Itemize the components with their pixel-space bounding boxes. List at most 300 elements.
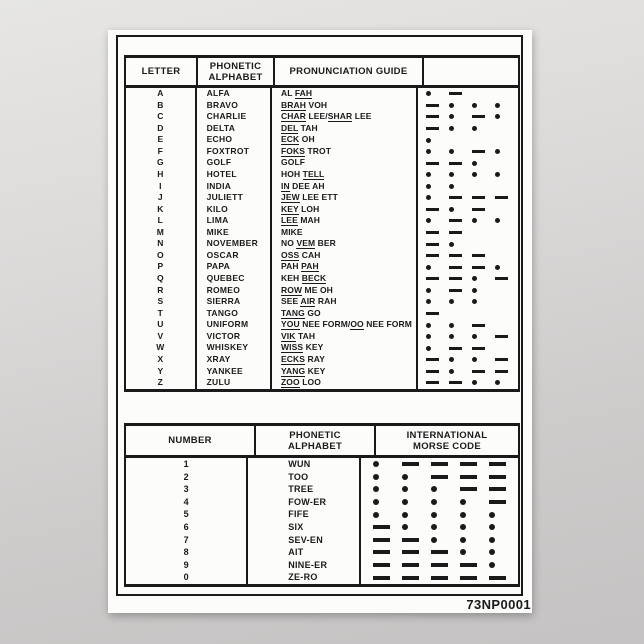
morse-symbol-slot xyxy=(472,319,495,331)
morse-dash xyxy=(472,254,485,257)
morse-dot xyxy=(426,195,431,200)
morse-dash xyxy=(426,277,439,280)
syllable: LEE xyxy=(352,111,372,122)
morse-dot xyxy=(402,512,408,518)
morse-symbol-slot xyxy=(472,215,495,227)
phonetic-word-cell: JULIETT xyxy=(206,192,244,203)
pronunciation-cell xyxy=(272,204,416,216)
morse-dot xyxy=(472,334,477,339)
morse-symbol-slot xyxy=(472,111,495,123)
morse-code-cell xyxy=(418,354,518,366)
morse-symbol-slot xyxy=(426,273,449,285)
morse-symbol-slot xyxy=(489,571,518,584)
syllable: GO xyxy=(304,307,321,318)
morse-dash xyxy=(431,576,448,580)
phonetic-word-cell: CHARLIE xyxy=(206,111,247,122)
morse-symbol-slot xyxy=(373,458,402,471)
phonetic-word-cell: INDIA xyxy=(206,180,232,191)
morse-symbol-slot xyxy=(460,471,489,484)
numbers-phonetic-word-cell: TOO xyxy=(288,471,309,482)
letter-cell: P xyxy=(157,261,164,272)
morse-dash xyxy=(472,150,485,153)
letter-cell: F xyxy=(157,145,163,156)
morse-code-cell xyxy=(418,215,518,227)
morse-dot xyxy=(426,138,431,143)
morse-dot xyxy=(402,499,408,505)
pronunciation-cell xyxy=(272,273,416,285)
stressed-syllable: KEY xyxy=(281,203,299,214)
morse-symbol-slot xyxy=(402,534,431,547)
morse-code-cell xyxy=(418,111,518,123)
letters-table-header xyxy=(126,58,518,88)
phonetic-word-cell: LIMA xyxy=(206,215,229,226)
phonetic-word-cell: DELTA xyxy=(206,122,236,133)
pronunciation-header-label: PRONUNCIATION GUIDE xyxy=(289,66,408,77)
stressed-syllable: AIR xyxy=(300,296,316,307)
morse-dot xyxy=(426,299,431,304)
numbers-phonetic-word-cell: FOW-ER xyxy=(288,496,327,507)
morse-symbol-slot xyxy=(426,250,449,262)
syllable: BER xyxy=(315,238,336,249)
letter-cell: R xyxy=(157,284,164,295)
morse-code-cell xyxy=(418,273,518,285)
syllable: NO xyxy=(281,238,297,249)
morse-dash xyxy=(373,576,390,580)
morse-dash xyxy=(449,231,462,234)
morse-dash xyxy=(426,358,439,361)
morse-dash xyxy=(449,266,462,269)
morse-dot xyxy=(373,474,379,480)
morse-dot xyxy=(402,524,408,530)
stressed-syllable: ROW xyxy=(281,284,303,295)
morse-dot xyxy=(449,149,454,154)
morse-dash xyxy=(449,254,462,257)
morse-symbol-slot xyxy=(431,483,460,496)
morse-dash xyxy=(460,487,477,491)
morse-dash xyxy=(373,550,390,554)
pronunciation-cell xyxy=(272,169,416,181)
letter-cell: B xyxy=(157,99,164,110)
morse-symbol-slot xyxy=(426,238,449,250)
morse-dash xyxy=(449,162,462,165)
numbers-phonetic-word-cell: SEV-EN xyxy=(288,534,323,545)
pronunciation-cell xyxy=(272,377,416,389)
stressed-syllable: CHAR xyxy=(281,111,306,122)
morse-symbol-slot xyxy=(449,285,472,297)
morse-symbol-slot xyxy=(449,181,472,193)
morse-symbol-slot xyxy=(495,215,518,227)
letter-cell: K xyxy=(157,203,164,214)
morse-dash xyxy=(489,500,506,504)
letter-cell: W xyxy=(156,342,165,353)
morse-dash xyxy=(489,576,506,580)
morse-dash xyxy=(489,462,506,466)
morse-symbol-slot xyxy=(449,296,472,308)
letter-cell: G xyxy=(156,157,164,168)
numbers-morse-code-cell xyxy=(361,496,518,509)
morse-code-cell xyxy=(418,123,518,135)
syllable: TAH xyxy=(295,330,316,341)
letter-cell: Q xyxy=(156,273,164,283)
letters-table xyxy=(124,55,520,392)
number-cell: 5 xyxy=(183,509,189,520)
morse-symbol-slot xyxy=(402,458,431,471)
morse-code-cell xyxy=(418,319,518,331)
morse-symbol-slot xyxy=(426,215,449,227)
morse-symbol-slot xyxy=(373,559,402,572)
morse-dot xyxy=(402,486,408,492)
pronunciation-cell xyxy=(272,215,416,227)
morse-dash xyxy=(460,563,477,567)
stressed-syllable: ECK xyxy=(281,134,300,145)
numbers-morse-code-cell xyxy=(361,483,518,496)
letter-cell: V xyxy=(157,330,164,341)
morse-dot xyxy=(449,299,454,304)
pronunciation-cell xyxy=(272,123,416,135)
stressed-syllable: DEL xyxy=(281,122,299,133)
numbers-morse-code-cell xyxy=(361,571,518,584)
morse-dot xyxy=(373,461,379,467)
morse-symbol-slot xyxy=(472,100,495,112)
stressed-syllable: OSS xyxy=(281,249,300,260)
morse-symbol-slot xyxy=(495,261,518,273)
pronunciation-cell xyxy=(272,250,416,262)
morse-symbol-slot xyxy=(472,354,495,366)
morse-symbol-slot xyxy=(495,192,518,204)
syllable: VOH xyxy=(305,99,328,110)
morse-symbol-slot xyxy=(449,238,472,250)
morse-symbol-slot xyxy=(489,521,518,534)
morse-symbol-slot xyxy=(489,534,518,547)
morse-dash xyxy=(449,381,462,384)
morse-symbol-slot xyxy=(472,123,495,135)
morse-symbol-slot xyxy=(449,100,472,112)
morse-dash xyxy=(426,381,439,384)
letter-cell: O xyxy=(156,249,164,260)
morse-symbol-slot xyxy=(460,546,489,559)
morse-dot xyxy=(460,499,466,505)
morse-dash xyxy=(472,196,485,199)
morse-symbol-slot xyxy=(431,496,460,509)
syllable: KEY xyxy=(303,342,324,353)
letter-cell: H xyxy=(157,168,164,179)
syllable: ME OH xyxy=(302,284,333,295)
letter-cell: L xyxy=(157,215,163,226)
stressed-syllable: YOU xyxy=(281,319,300,330)
letter-cell: X xyxy=(157,353,164,364)
morse-dash xyxy=(460,576,477,580)
letter-cell: N xyxy=(157,238,164,249)
morse-symbol-slot xyxy=(431,571,460,584)
morse-dot xyxy=(489,512,495,518)
morse-dot xyxy=(431,524,437,530)
morse-dot xyxy=(472,299,477,304)
morse-symbol-slot xyxy=(431,534,460,547)
morse-symbol-slot xyxy=(472,377,495,389)
stressed-syllable: YANG xyxy=(281,365,306,376)
numbers-table xyxy=(124,423,520,587)
number-cell: 6 xyxy=(183,521,189,532)
syllable: TROT xyxy=(305,145,332,156)
letter-column xyxy=(126,88,197,389)
morse-code-cell xyxy=(418,296,518,308)
morse-symbol-slot xyxy=(426,157,449,169)
morse-symbol-slot xyxy=(431,521,460,534)
number-cell: 8 xyxy=(183,547,189,558)
morse-dot xyxy=(449,242,454,247)
syllable: RAH xyxy=(315,296,337,307)
morse-symbol-slot xyxy=(460,496,489,509)
morse-symbol-slot xyxy=(489,483,518,496)
letter-cell: J xyxy=(157,192,163,203)
morse-dot xyxy=(449,126,454,131)
pronunciation-cell xyxy=(272,261,416,273)
phonetic-word-cell: TANGO xyxy=(206,307,239,318)
morse-symbol-slot xyxy=(431,559,460,572)
syllable: HOH xyxy=(281,168,303,179)
morse-dash xyxy=(426,254,439,257)
morse-symbol-slot xyxy=(472,273,495,285)
morse-symbol-slot xyxy=(495,100,518,112)
morse-symbol-slot xyxy=(426,261,449,273)
phonetic-word-cell: FOXTROT xyxy=(206,145,250,156)
phonetic-word-cell: YANKEE xyxy=(206,365,244,376)
morse-symbol-slot xyxy=(426,377,449,389)
morse-symbol-slot xyxy=(426,169,449,181)
morse-symbol-slot xyxy=(426,366,449,378)
morse-symbol-slot xyxy=(495,366,518,378)
pronunciation-cell xyxy=(272,227,416,239)
morse-dot xyxy=(426,323,431,328)
morse-code-cell xyxy=(418,331,518,343)
phonetic-alphabet-column-header xyxy=(198,58,275,85)
morse-dash xyxy=(460,462,477,466)
morse-dash xyxy=(495,196,508,199)
morse-symbol-slot xyxy=(449,88,472,100)
numbers-phonetic-word-cell: SIX xyxy=(288,521,304,532)
phonetic-word-cell: BRAVO xyxy=(206,99,239,110)
morse-dot xyxy=(431,512,437,518)
letter-cell: C xyxy=(157,111,164,122)
morse-dot xyxy=(426,265,431,270)
stressed-syllable: TANG xyxy=(281,307,305,318)
morse-dot xyxy=(472,126,477,131)
morse-dash xyxy=(426,162,439,165)
morse-symbol-slot xyxy=(472,296,495,308)
morse-symbol-slot xyxy=(460,534,489,547)
morse-symbol-slot xyxy=(495,354,518,366)
morse-dash xyxy=(449,196,462,199)
morse-symbol-slot xyxy=(449,331,472,343)
numbers-phonetic-word-cell: ZE-RO xyxy=(288,572,318,583)
letter-cell: T xyxy=(157,307,163,318)
morse-dot xyxy=(449,323,454,328)
morse-code-cell xyxy=(418,377,518,389)
morse-symbol-slot xyxy=(402,508,431,521)
pronunciation-cell xyxy=(272,319,416,331)
morse-dash xyxy=(489,487,506,491)
morse-symbol-slot xyxy=(489,508,518,521)
morse-symbol-slot xyxy=(472,169,495,181)
pronunciation-cell xyxy=(272,192,416,204)
pronunciation-cell xyxy=(272,366,416,378)
morse-dash xyxy=(402,462,419,466)
morse-dash xyxy=(426,208,439,211)
numbers-morse-code-cell xyxy=(361,521,518,534)
morse-symbol-slot xyxy=(472,250,495,262)
morse-code-cell xyxy=(418,100,518,112)
morse-dash xyxy=(431,462,448,466)
morse-symbol-slot xyxy=(431,471,460,484)
morse-symbol-slot xyxy=(373,508,402,521)
morse-symbol-slot xyxy=(426,308,449,320)
morse-symbol-slot xyxy=(426,319,449,331)
morse-code-cell xyxy=(418,227,518,239)
numbers-phonetic-word-cell: NINE-ER xyxy=(288,559,328,570)
morse-symbol-slot xyxy=(495,146,518,158)
phonetic-header-line1: PHONETIC xyxy=(209,60,262,72)
morse-symbol-slot xyxy=(489,546,518,559)
morse-dash xyxy=(472,266,485,269)
morse-code-cell xyxy=(418,192,518,204)
morse-symbol-slot xyxy=(449,342,472,354)
letter-cell: A xyxy=(157,88,164,98)
phonetic-word-cell: ECHO xyxy=(206,134,233,145)
morse-symbol-slot xyxy=(402,559,431,572)
pronunciation-column xyxy=(272,88,418,389)
syllable: PAH xyxy=(281,261,302,272)
morse-dash xyxy=(495,370,508,373)
morse-dash xyxy=(426,312,439,315)
morse-dot xyxy=(472,161,477,166)
morse-dot xyxy=(431,499,437,505)
number-cell: 9 xyxy=(183,559,189,570)
morse-dot xyxy=(489,524,495,530)
syllable: RAY xyxy=(305,353,325,364)
morse-dot xyxy=(449,207,454,212)
morse-dash xyxy=(426,115,439,118)
morse-symbol-slot xyxy=(402,496,431,509)
morse-dash xyxy=(426,127,439,130)
numbers-morse-code-column xyxy=(361,458,518,584)
morse-symbol-slot xyxy=(426,88,449,100)
pronunciation-cell xyxy=(272,354,416,366)
morse-symbol-slot xyxy=(426,192,449,204)
morse-code-cell xyxy=(418,88,518,100)
morse-dot xyxy=(472,357,477,362)
morse-dash xyxy=(402,538,419,542)
morse-dot xyxy=(472,276,477,281)
pronunciation-cell xyxy=(272,238,416,250)
phonetic-word-cell: ZULU xyxy=(206,377,231,388)
morse-dot xyxy=(472,218,477,223)
morse-symbol-slot xyxy=(449,204,472,216)
morse-symbol-slot xyxy=(402,571,431,584)
morse-code-header-line2: MORSE CODE xyxy=(413,440,481,452)
numbers-morse-code-cell xyxy=(361,471,518,484)
morse-code-cell xyxy=(418,157,518,169)
syllable: OH xyxy=(299,134,315,145)
morse-dash xyxy=(431,563,448,567)
syllable: DEE AH xyxy=(289,180,325,191)
morse-code-cell xyxy=(418,342,518,354)
morse-dash xyxy=(489,475,506,479)
morse-dash xyxy=(373,525,390,529)
numbers-morse-code-cell xyxy=(361,508,518,521)
morse-symbol-slot xyxy=(431,508,460,521)
morse-dash xyxy=(449,219,462,222)
morse-symbol-slot xyxy=(460,559,489,572)
morse-dot xyxy=(431,486,437,492)
morse-dash xyxy=(431,475,448,479)
morse-symbol-slot xyxy=(426,111,449,123)
syllable: LEE/ xyxy=(305,111,328,122)
phonetic-word-cell: VICTOR xyxy=(206,330,241,341)
numbers-morse-code-cell xyxy=(361,534,518,547)
morse-dot xyxy=(472,380,477,385)
morse-symbol-slot xyxy=(472,192,495,204)
morse-dash xyxy=(472,370,485,373)
stressed-syllable: PAH xyxy=(301,261,319,272)
morse-dash xyxy=(402,550,419,554)
morse-symbol-slot xyxy=(426,146,449,158)
morse-dot xyxy=(460,524,466,530)
syllable: TAH xyxy=(298,122,318,133)
morse-dot xyxy=(460,512,466,518)
morse-dot xyxy=(426,288,431,293)
morse-dot xyxy=(449,357,454,362)
morse-dash xyxy=(472,324,485,327)
numbers-phonetic-word-cell: TREE xyxy=(288,484,314,495)
phonetic-alphabet-poster xyxy=(108,30,532,613)
number-header-label: NUMBER xyxy=(168,435,212,446)
stressed-syllable: ECKS xyxy=(281,353,306,364)
morse-dash xyxy=(472,208,485,211)
pronunciation-guide-column-header xyxy=(275,58,424,85)
phonetic-word-cell: KILO xyxy=(206,203,229,214)
morse-symbol-slot xyxy=(472,285,495,297)
numbers-morse-code-cell xyxy=(361,559,518,572)
number-cell: 0 xyxy=(183,572,189,583)
morse-symbol-slot xyxy=(472,204,495,216)
morse-dot xyxy=(460,537,466,543)
letters-table-body xyxy=(126,88,518,389)
product-code: 73NP0001 xyxy=(466,597,531,612)
morse-code-column-header-blank xyxy=(424,58,518,85)
morse-symbol-slot xyxy=(495,273,518,285)
morse-dot xyxy=(426,172,431,177)
pronunciation-cell xyxy=(272,111,416,123)
phonetic-word-cell: OSCAR xyxy=(206,249,239,260)
stressed-syllable: TELL xyxy=(302,168,325,179)
morse-symbol-slot xyxy=(449,354,472,366)
morse-dash xyxy=(460,475,477,479)
morse-dash xyxy=(495,335,508,338)
morse-symbol-slot xyxy=(449,215,472,227)
morse-symbol-slot xyxy=(472,331,495,343)
numbers-phonetic-header-line2: ALPHABET xyxy=(287,440,343,452)
morse-symbol-slot xyxy=(472,366,495,378)
stressed-syllable: LEE xyxy=(281,215,298,226)
pronunciation-cell xyxy=(272,285,416,297)
morse-symbol-slot xyxy=(489,471,518,484)
number-cell: 3 xyxy=(183,484,189,495)
syllable: MIKE xyxy=(281,226,303,237)
morse-code-cell xyxy=(418,250,518,262)
number-cell: 1 xyxy=(183,459,189,469)
morse-symbol-slot xyxy=(426,342,449,354)
pronunciation-cell xyxy=(272,157,416,169)
